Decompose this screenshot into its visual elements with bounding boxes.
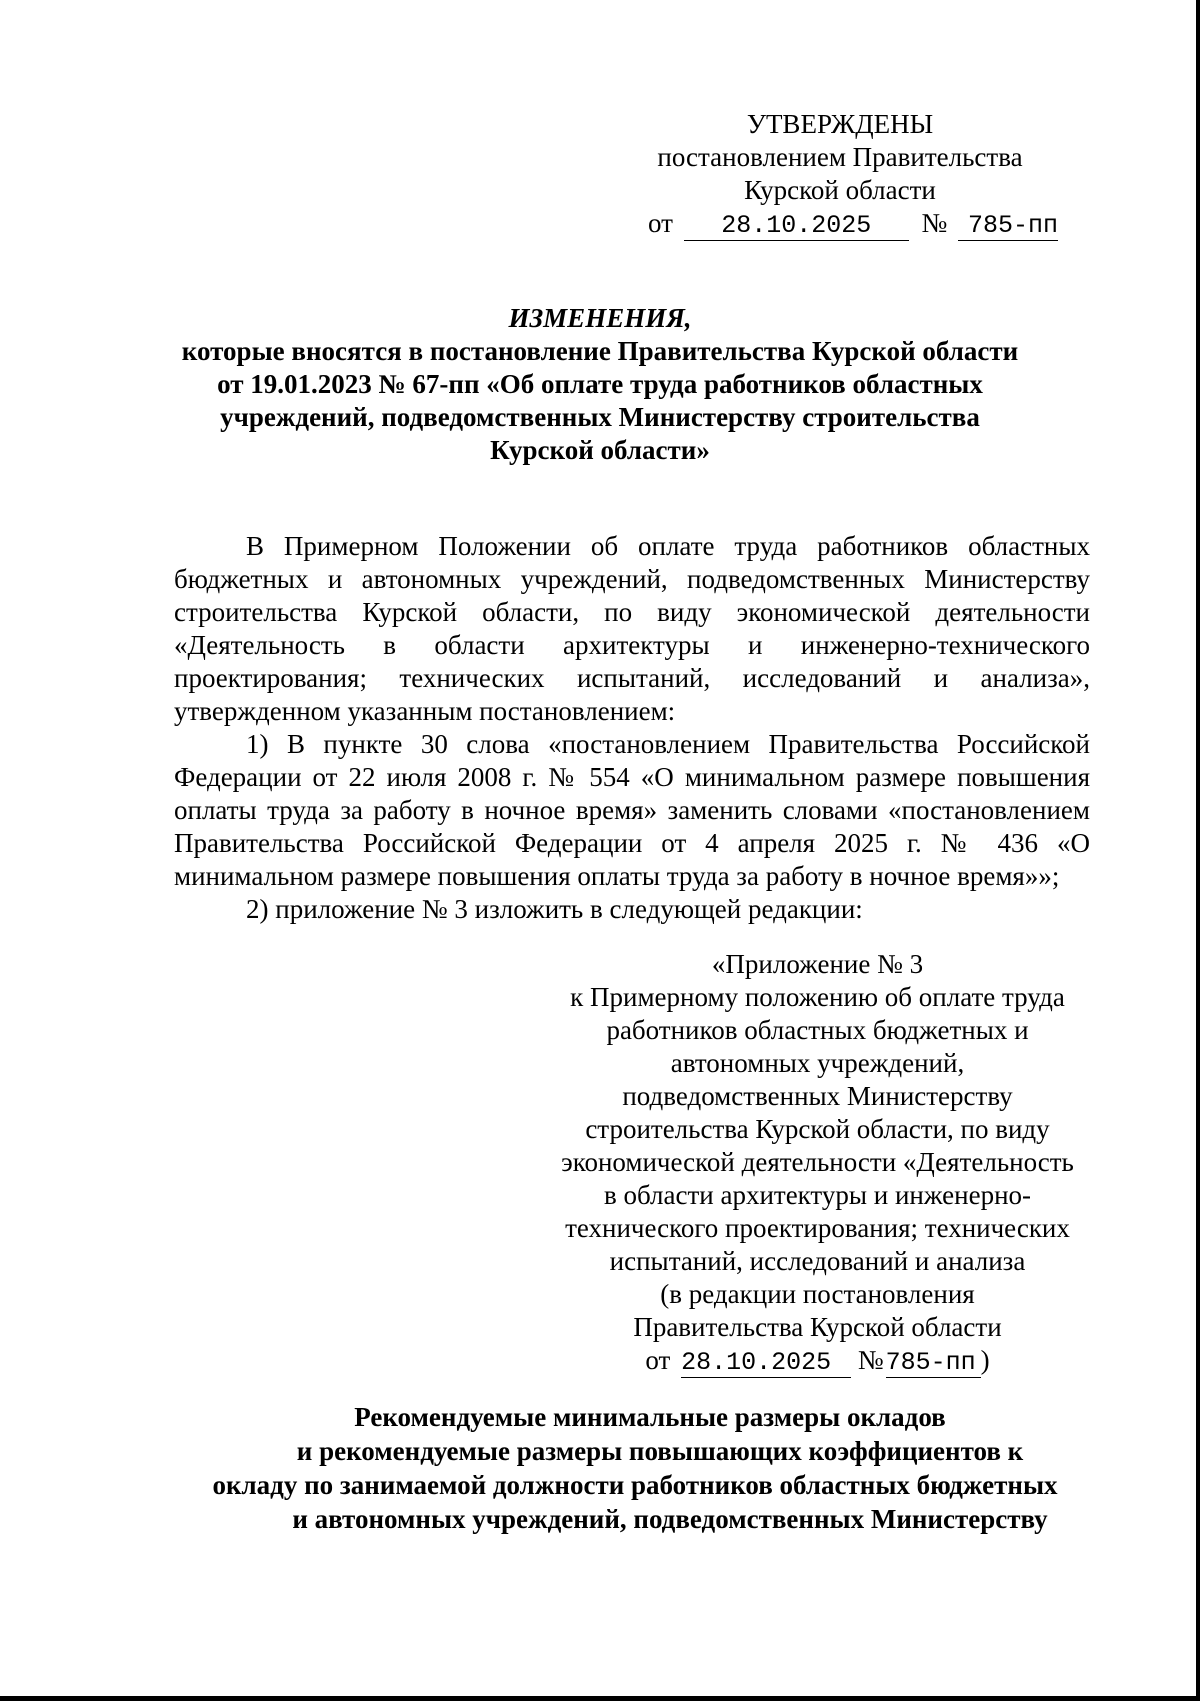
intro-paragraph: В Примерном Положении об оплате труда работников областных бюджетных и автономных учреждений, подведомственных Министерству строительства Курской области, по виду экономической деятельности «Деятельность в области архитектуры и инженерно-технического проектирования; технических испытаний, исследований и анализа», утвержденном указанным постановлением: bbox=[174, 531, 1090, 726]
appendix-number-prefix: № bbox=[857, 1345, 884, 1375]
appendix-line: подведомственных Министерству bbox=[622, 1081, 1013, 1111]
appendix-line: «Приложение № 3 bbox=[711, 949, 924, 979]
appendix-line: строительства Курской области, по виду bbox=[585, 1114, 1050, 1144]
changes-heading-line-4: Курской области» bbox=[490, 435, 710, 465]
recommendation-title bbox=[170, 1400, 1100, 1536]
changes-heading-line-2: от 19.01.2023 № 67-пп «Об оплате труда работников областных bbox=[217, 369, 983, 399]
appendix-line: Правительства Курской области bbox=[633, 1312, 1002, 1342]
recommendation-line-1: Рекомендуемые минимальные размеры окладов bbox=[354, 1402, 946, 1432]
appendix-date: 28.10.2025 bbox=[681, 1349, 851, 1378]
approval-number-prefix: № bbox=[921, 208, 948, 238]
approval-title: УТВЕРЖДЕНЫ bbox=[746, 109, 934, 139]
approval-date-prefix: от bbox=[648, 208, 673, 238]
appendix-date-prefix: от bbox=[645, 1345, 671, 1375]
approval-date: 28.10.2025 bbox=[684, 212, 909, 241]
scan-edge-bottom bbox=[0, 1696, 1200, 1701]
changes-title: ИЗМЕНЕНИЯ, bbox=[508, 303, 692, 333]
appendix-closing-paren: ) bbox=[980, 1345, 990, 1375]
changes-heading bbox=[150, 302, 1050, 467]
appendix-line: технического проектирования; технических bbox=[565, 1213, 1070, 1243]
approval-line-1: постановлением Правительства bbox=[657, 142, 1023, 172]
appendix-line: автономных учреждений, bbox=[670, 1048, 965, 1078]
appendix-line: (в редакции постановления bbox=[660, 1279, 975, 1309]
approval-requisites bbox=[620, 207, 1060, 241]
appendix-line: в области архитектуры и инженерно- bbox=[603, 1180, 1032, 1210]
appendix-line: испытаний, исследований и анализа bbox=[609, 1246, 1026, 1276]
scan-edge-right bbox=[1196, 0, 1200, 1701]
recommendation-line-2: и рекомендуемые размеры повышающих коэффициентов к bbox=[296, 1436, 1024, 1466]
body-text bbox=[174, 530, 1090, 926]
item-1-paragraph: 1) В пункте 30 слова «постановлением Правительства Российской Федерации от 22 июля 2008 г. № 554 «О минимальном размере повышения оплаты труда за работу в ночное время» заменить словами «постановлением Правительства Российской Федерации от 4 апреля 2025 г. № 436 «О минимальном размере повышения оплаты труда за работу в ночное время»»; bbox=[174, 729, 1090, 891]
approval-number: 785-пп bbox=[958, 212, 1058, 241]
changes-heading-line-3: учреждений, подведомственных Министерству строительства bbox=[220, 402, 980, 432]
approval-line-2: Курской области bbox=[744, 175, 936, 205]
changes-heading-line-1: которые вносятся в постановление Правительства Курской области bbox=[181, 336, 1019, 366]
appendix-requisites bbox=[545, 1344, 1090, 1378]
appendix-block bbox=[545, 948, 1090, 1378]
appendix-line: экономической деятельности «Деятельность bbox=[561, 1147, 1074, 1177]
appendix-number: 785-пп bbox=[886, 1349, 981, 1378]
recommendation-line-4: и автономных учреждений, подведомственных Министерству bbox=[292, 1504, 1048, 1534]
appendix-line: к Примерному положению об оплате труда bbox=[570, 982, 1065, 1012]
recommendation-line-3: окладу по занимаемой должности работников областных бюджетных bbox=[212, 1470, 1058, 1500]
appendix-line: работников областных бюджетных и bbox=[606, 1015, 1029, 1045]
approval-block bbox=[620, 108, 1060, 241]
item-2-paragraph: 2) приложение № 3 изложить в следующей редакции: bbox=[246, 894, 863, 924]
